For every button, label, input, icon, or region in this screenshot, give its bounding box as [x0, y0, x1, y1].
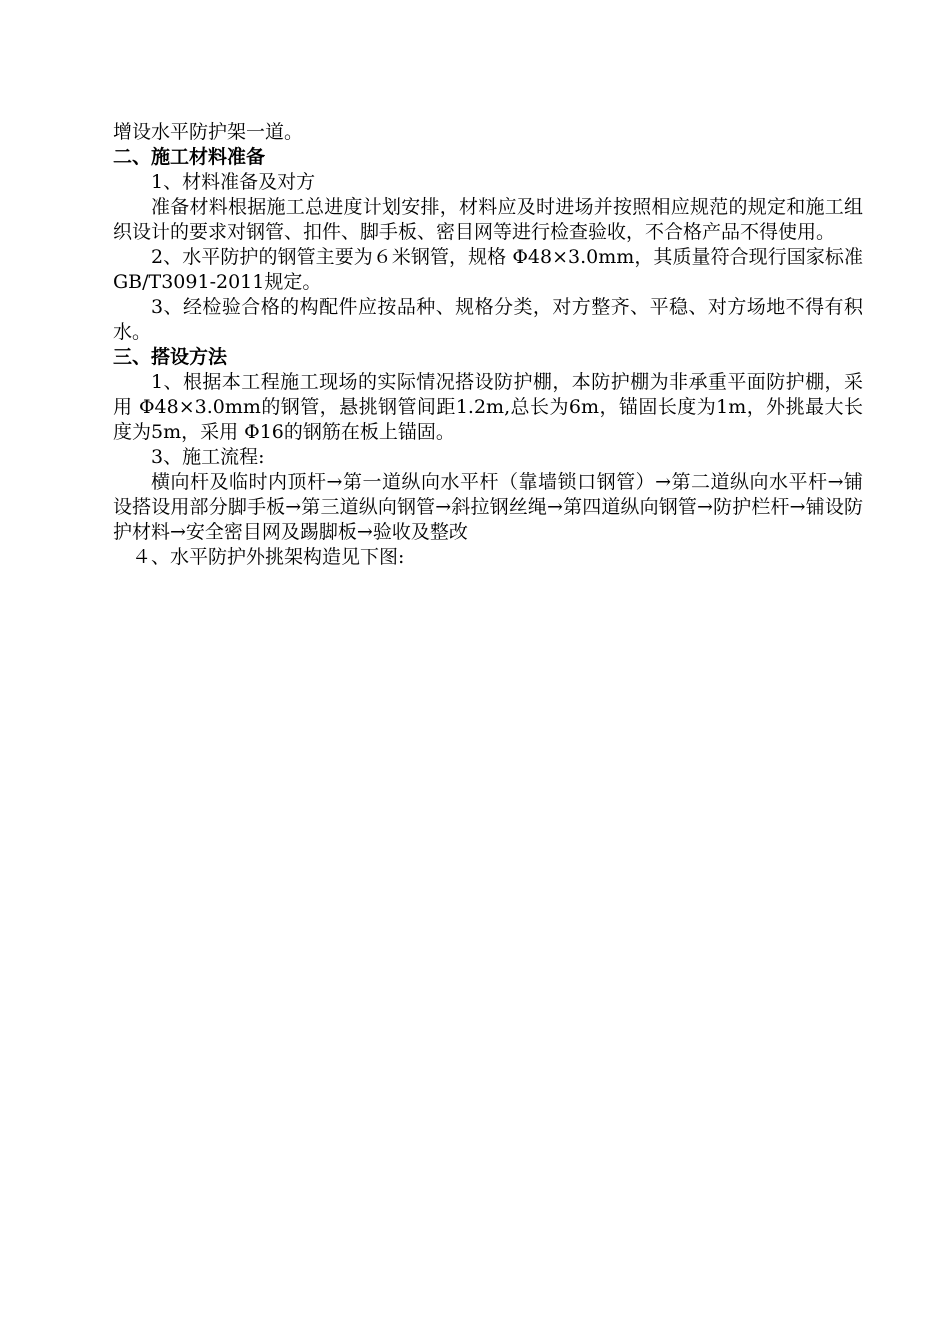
paragraph-shed-setup: 1、根据本工程施工现场的实际情况搭设防护棚，本防护棚为非承重平面防护棚，采用 Φ48×3.0mm的钢管，悬挑钢管间距1.2m,总长为6m，锚固长度为1m，外挑最大长度为5m，采用 Φ16的钢筋在板上锚固。	[113, 371, 863, 443]
paragraph-construction-flow: 横向杆及临时内顶杆→第一道纵向水平杆（靠墙锁口钢管）→第二道纵向水平杆→铺设搭设用部分脚手板→第三道纵向钢管→斜拉钢丝绳→第四道纵向钢管→防护栏杆→铺设防护材料→安全密目网及踢脚板→验收及整改	[113, 471, 863, 543]
section-heading-method: 三、搭设方法	[113, 346, 228, 368]
paragraph-steel-pipe-spec: 2、水平防护的钢管主要为６米钢管，规格 Φ48×3.0mm，其质量符合现行国家标准GB/T3091-2011规定。	[113, 246, 863, 293]
section-heading-materials: 二、施工材料准备	[113, 146, 266, 168]
paragraph-component-storage: 3、经检验合格的构配件应按品种、规格分类，对方整齐、平稳、对方场地不得有积水。	[113, 296, 863, 343]
paragraph-frame-structure-note: ４、水平防护外挑架构造见下图:	[132, 546, 405, 568]
subheading-construction-flow: 3、施工流程:	[151, 446, 265, 468]
document-page	[113, 120, 863, 570]
subheading-material-prep: 1、材料准备及对方	[151, 171, 316, 193]
intro-line: 增设水平防护架一道。	[113, 121, 304, 143]
paragraph-material-inspection: 准备材料根据施工总进度计划安排，材料应及时进场并按照相应规范的规定和施工组织设计的要求对钢管、扣件、脚手板、密目网等进行检查验收，不合格产品不得使用。	[113, 196, 863, 243]
